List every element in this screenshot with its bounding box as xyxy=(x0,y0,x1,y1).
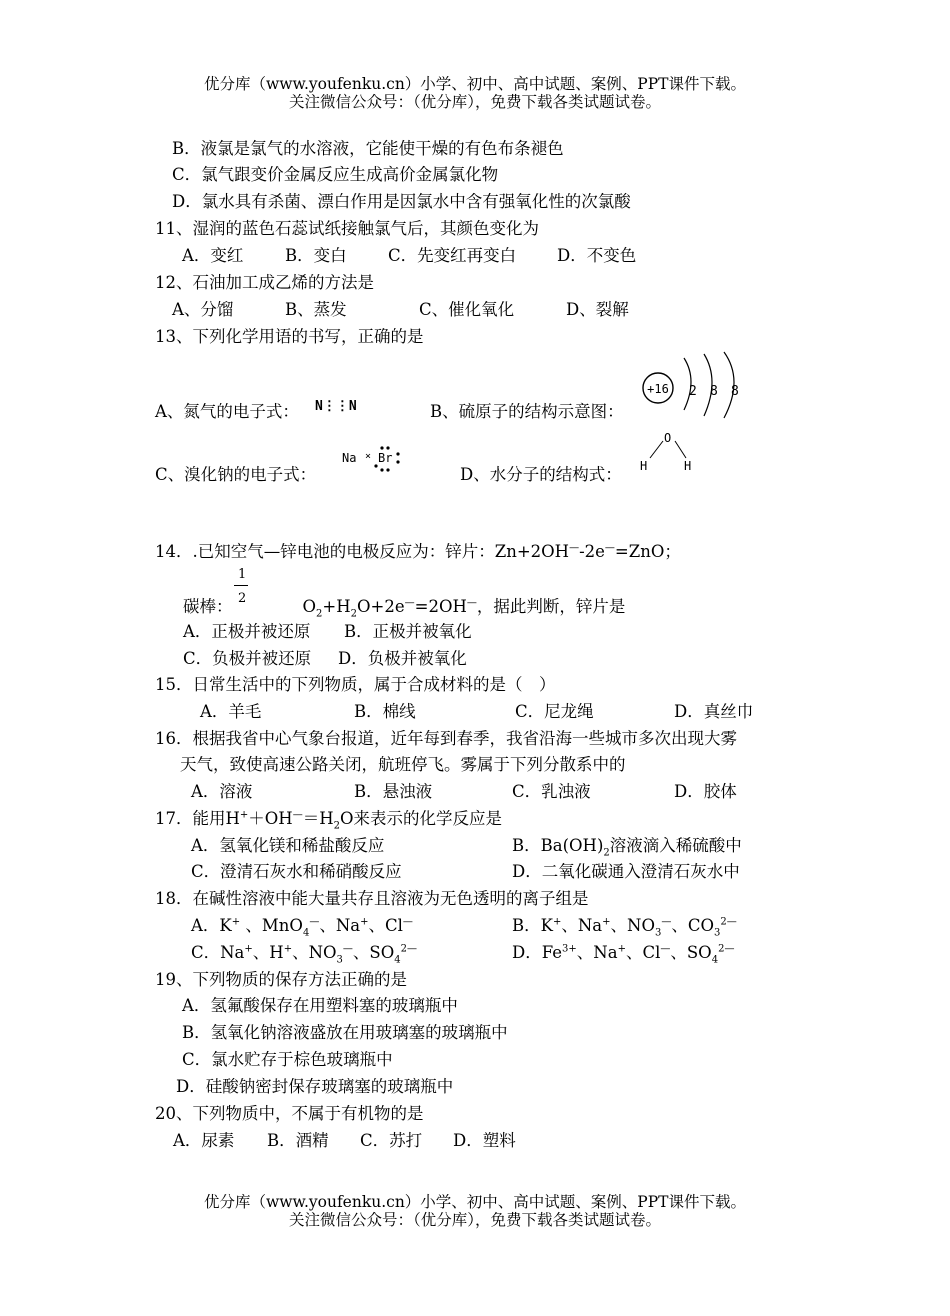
oxygen-atom: O xyxy=(664,431,672,445)
fraction-denominator: 2 xyxy=(238,591,247,606)
q15-option-b: B．棉线 xyxy=(354,702,416,721)
fraction-bar xyxy=(234,585,248,586)
q20-stem: 20、下列物质中，不属于有机物的是 xyxy=(155,1104,424,1123)
q15-option-c: C．尼龙绳 xyxy=(515,702,594,721)
oh-bond-right xyxy=(675,441,686,458)
q13-stem: 13、下列化学用语的书写，正确的是 xyxy=(155,327,424,346)
q12-option-b: B、蒸发 xyxy=(285,300,347,319)
q14-option-d: D．负极并被氧化 xyxy=(338,649,467,668)
q16-stem-line-1: 16．根据我省中心气象台报道，近年每到春季，我省沿海一些城市多次出现大雾 xyxy=(155,729,737,748)
shell-count-1: 2 xyxy=(689,384,697,399)
q17-option-c: C．澄清石灰水和稀硝酸反应 xyxy=(191,862,402,881)
q18-option-c: C．Na+、H+、$NO_3^—$、$SO_4^{2—}$ xyxy=(191,943,418,966)
q18-stem: 18．在碱性溶液中能大量共存且溶液为无色透明的离子组是 xyxy=(155,889,589,908)
q13-option-a: A、氮气的电子式： xyxy=(155,402,299,421)
q16-option-d: D．胶体 xyxy=(674,782,737,801)
q18-option-a: A．K+ 、MnO$_4$—、Na+、Cl— xyxy=(191,916,413,939)
n2-electron-formula: N⋮⋮N xyxy=(315,399,357,414)
nabr-electron-formula xyxy=(340,440,410,472)
header-line-2: 关注微信公众号：（优分库），免费下载各类试题试卷。 xyxy=(288,93,661,111)
q15-option-a: A．羊毛 xyxy=(200,702,262,721)
q17-option-a: A．氢氧化镁和稀盐酸反应 xyxy=(191,836,385,855)
q20-option-c: C．苏打 xyxy=(360,1131,423,1150)
transfer-cross: × xyxy=(365,451,372,462)
q12-stem: 12、石油加工成乙烯的方法是 xyxy=(155,273,374,292)
oh-bond-left xyxy=(650,441,663,458)
q12-option-d: D、裂解 xyxy=(566,300,629,319)
q10-option-c: C．氯气跟变价金属反应生成高价金属氯化物 xyxy=(172,165,499,184)
q17-option-b: B．$Ba(OH)_2$溶液滴入稀硫酸中 xyxy=(512,836,742,859)
q10-option-b: B．液氯是氯气的水溶液，它能使干燥的有色布条褪色 xyxy=(172,139,564,158)
q13-option-d: D、水分子的结构式： xyxy=(460,465,622,484)
q13-option-b: B、硫原子的结构示意图： xyxy=(430,402,624,421)
q14-carbon-rod: 碳棒： $O_2+H_2O+2e^—=2OH^—$，据此判断，锌片是 xyxy=(183,597,626,620)
q18-option-b: B．K+、Na+、$NO_3^—$、$CO_3^{2—}$ xyxy=(512,916,737,939)
footer-line-1: 优分库（www.youfenku.cn）小学、初中、高中试题、案例、PPT课件下载。 xyxy=(203,1193,747,1211)
q18-option-d: D．$Fe^{3+}$、Na+、Cl—、$SO_4^{2—}$ xyxy=(512,943,735,966)
na-symbol: Na xyxy=(342,451,357,465)
q11-stem: 11、湿润的蓝色石蕊试纸接触氯气后，其颜色变化为 xyxy=(155,219,539,238)
q20-option-b: B．酒精 xyxy=(267,1131,329,1150)
header-line-1: 优分库（www.youfenku.cn）小学、初中、高中试题、案例、PPT课件下载。 xyxy=(203,75,747,93)
q16-stem-line-2: 天气，致使高速公路关闭，航班停飞。雾属于下列分散系中的 xyxy=(180,755,626,774)
q15-stem: 15．日常生活中的下列物质，属于合成材料的是（ ） xyxy=(155,675,556,694)
q20-option-a: A．尿素 xyxy=(173,1131,235,1150)
q11-option-a: A．变红 xyxy=(182,246,244,265)
water-structure-formula xyxy=(636,428,702,478)
br-symbol: Br xyxy=(378,451,393,465)
nucleus-charge: +16 xyxy=(647,382,669,396)
shell-count-3: 8 xyxy=(731,384,739,399)
q11-option-b: B．变白 xyxy=(285,246,347,265)
q16-option-c: C．乳浊液 xyxy=(512,782,591,801)
q17-option-d: D．二氧化碳通入澄清石灰水中 xyxy=(512,862,740,881)
q12-option-c: C、催化氧化 xyxy=(419,300,515,319)
q16-option-a: A．溶液 xyxy=(191,782,253,801)
q11-option-d: D．不变色 xyxy=(557,246,637,265)
q19-stem: 19、下列物质的保存方法正确的是 xyxy=(155,970,407,989)
q15-option-d: D．真丝巾 xyxy=(674,702,754,721)
fraction-numerator: 1 xyxy=(238,567,247,582)
sulfur-atom-diagram xyxy=(640,350,750,420)
q14-option-c: C．负极并被还原 xyxy=(183,649,312,668)
shell-count-2: 8 xyxy=(710,384,718,399)
q12-option-a: A、分馏 xyxy=(172,300,234,319)
q10-option-d: D．氯水具有杀菌、漂白作用是因氯水中含有强氧化性的次氯酸 xyxy=(172,192,631,211)
q16-option-b: B．悬浊液 xyxy=(354,782,433,801)
footer-line-2: 关注微信公众号：（优分库），免费下载各类试题试卷。 xyxy=(288,1211,661,1229)
q19-option-c: C．氯水贮存于棕色玻璃瓶中 xyxy=(182,1050,393,1069)
q20-option-d: D．塑料 xyxy=(453,1131,516,1150)
q13-option-c: C、溴化钠的电子式： xyxy=(155,465,317,484)
q19-option-d: D．硅酸钠密封保存玻璃塞的玻璃瓶中 xyxy=(176,1077,454,1096)
q19-option-a: A．氢氟酸保存在用塑料塞的玻璃瓶中 xyxy=(182,996,458,1015)
hydrogen-atom-2: H xyxy=(684,459,692,473)
q14-option-a: A．正极并被还原 xyxy=(183,622,311,641)
hydrogen-atom-1: H xyxy=(640,459,648,473)
q11-option-c: C．先变红再变白 xyxy=(388,246,517,265)
q14-stem: 14．.已知空气—锌电池的电极反应为：锌片：Zn+2OH—-2e—=ZnO； xyxy=(155,542,681,561)
q19-option-b: B．氢氧化钠溶液盛放在用玻璃塞的玻璃瓶中 xyxy=(182,1023,508,1042)
q17-stem: 17．能用$H^++OH^—=H_2O$来表示的化学反应是 xyxy=(155,809,502,832)
q14-option-b: B．正极并被氧化 xyxy=(344,622,472,641)
